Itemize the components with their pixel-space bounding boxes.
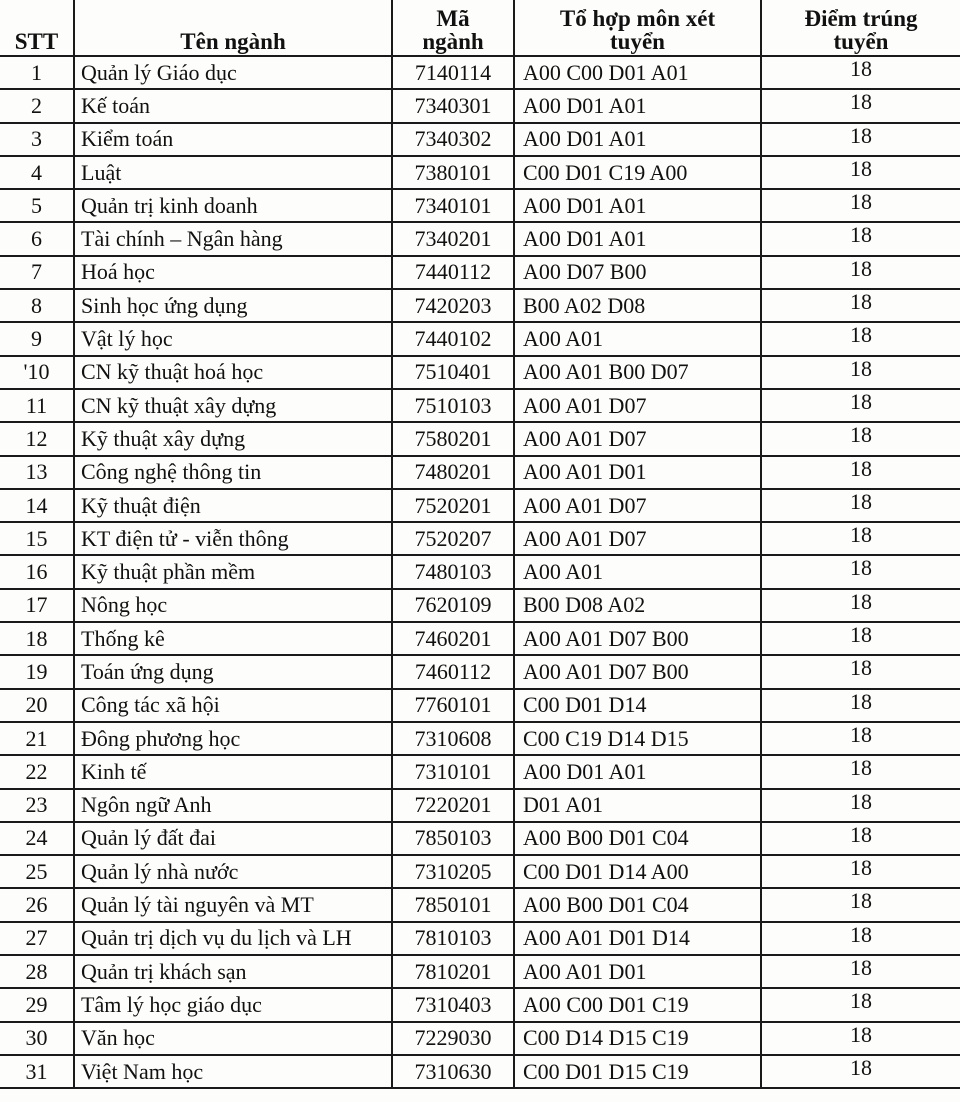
cell-subject-combination: C00 D01 D14 A00 [514, 855, 761, 888]
cell-admission-score: 18 [761, 322, 960, 355]
header-score-line1: Điểm trúng [804, 6, 918, 31]
cell-major-name: CN kỹ thuật xây dựng [74, 389, 392, 422]
cell-major-name: Đông phương học [74, 722, 392, 755]
cell-major-code: 7810103 [392, 922, 514, 955]
cell-subject-combination: A00 D01 A01 [514, 189, 761, 222]
cell-admission-score: 18 [761, 689, 960, 722]
cell-subject-combination: A00 A01 D07 [514, 522, 761, 555]
cell-major-name: Thống kê [74, 622, 392, 655]
cell-major-code: 7440112 [392, 256, 514, 289]
cell-subject-combination: A00 A01 [514, 555, 761, 588]
cell-major-code: 7140114 [392, 56, 514, 89]
cell-major-name: Ngôn ngữ Anh [74, 789, 392, 822]
header-stt [0, 0, 74, 56]
cell-subject-combination: A00 D07 B00 [514, 256, 761, 289]
cell-major-code: 7510401 [392, 356, 514, 389]
cell-subject-combination: A00 A01 [514, 322, 761, 355]
cell-admission-score: 18 [761, 655, 960, 688]
cell-major-name: Kinh tế [74, 755, 392, 788]
cell-major-code: 7520201 [392, 489, 514, 522]
cell-subject-combination: C00 D14 D15 C19 [514, 1022, 761, 1055]
cell-stt: 21 [0, 722, 74, 755]
cell-major-name: Quản lý đất đai [74, 822, 392, 855]
table-row [0, 256, 960, 289]
cell-admission-score: 18 [761, 622, 960, 655]
cell-major-code: 7340101 [392, 189, 514, 222]
cell-major-name: Văn học [74, 1022, 392, 1055]
cell-admission-score: 18 [761, 589, 960, 622]
cell-major-code: 7580201 [392, 422, 514, 455]
cell-subject-combination: A00 A01 B00 D07 [514, 356, 761, 389]
cell-stt: 29 [0, 988, 74, 1021]
cell-admission-score: 18 [761, 89, 960, 122]
cell-admission-score: 18 [761, 489, 960, 522]
table-row [0, 589, 960, 622]
cell-admission-score: 18 [761, 789, 960, 822]
cell-major-code: 7480103 [392, 555, 514, 588]
cell-major-name: Sinh học ứng dụng [74, 289, 392, 322]
cell-major-name: Tài chính – Ngân hàng [74, 222, 392, 255]
table-row [0, 988, 960, 1021]
cell-major-code: 7760101 [392, 689, 514, 722]
cell-stt: 16 [0, 555, 74, 588]
header-code [392, 0, 514, 56]
cell-stt: 22 [0, 755, 74, 788]
cell-subject-combination: A00 B00 D01 C04 [514, 822, 761, 855]
cell-stt: 12 [0, 422, 74, 455]
cell-major-code: 7310205 [392, 855, 514, 888]
cell-stt: 8 [0, 289, 74, 322]
cell-admission-score: 18 [761, 456, 960, 489]
cell-stt: 9 [0, 322, 74, 355]
cell-admission-score: 18 [761, 988, 960, 1021]
cell-admission-score: 18 [761, 222, 960, 255]
cell-admission-score: 18 [761, 1055, 960, 1088]
table-row [0, 123, 960, 156]
table-row [0, 789, 960, 822]
header-score [761, 0, 960, 56]
table-row [0, 1055, 960, 1088]
table-row [0, 922, 960, 955]
cell-major-name: Kỹ thuật phần mềm [74, 555, 392, 588]
table-row [0, 222, 960, 255]
cell-admission-score: 18 [761, 123, 960, 156]
cell-admission-score: 18 [761, 189, 960, 222]
cell-admission-score: 18 [761, 389, 960, 422]
table-row [0, 156, 960, 189]
table-row [0, 1022, 960, 1055]
cell-subject-combination: A00 C00 D01 C19 [514, 988, 761, 1021]
cell-major-name: Quản trị dịch vụ du lịch và LH [74, 922, 392, 955]
cell-stt: 3 [0, 123, 74, 156]
cell-subject-combination: A00 D01 A01 [514, 123, 761, 156]
cell-subject-combination: A00 A01 D07 [514, 422, 761, 455]
table-row [0, 322, 960, 355]
cell-stt: 18 [0, 622, 74, 655]
cell-subject-combination: A00 A01 D07 [514, 389, 761, 422]
cell-major-name: Kiểm toán [74, 123, 392, 156]
cell-stt: 27 [0, 922, 74, 955]
table-row [0, 755, 960, 788]
cell-admission-score: 18 [761, 156, 960, 189]
cell-admission-score: 18 [761, 356, 960, 389]
cell-admission-score: 18 [761, 1022, 960, 1055]
cell-major-code: 7229030 [392, 1022, 514, 1055]
table-header [0, 0, 960, 56]
cell-stt: 13 [0, 456, 74, 489]
cell-stt: 11 [0, 389, 74, 422]
cell-major-code: 7520207 [392, 522, 514, 555]
cell-admission-score: 18 [761, 955, 960, 988]
cell-stt: 19 [0, 655, 74, 688]
cell-major-name: Quản lý Giáo dục [74, 56, 392, 89]
table-row [0, 822, 960, 855]
cell-admission-score: 18 [761, 855, 960, 888]
cell-admission-score: 18 [761, 289, 960, 322]
cell-subject-combination: A00 D01 A01 [514, 755, 761, 788]
header-name-label: Tên ngành [180, 29, 286, 54]
cell-admission-score: 18 [761, 56, 960, 89]
cell-stt: 25 [0, 855, 74, 888]
table-row [0, 622, 960, 655]
cell-major-code: 7310630 [392, 1055, 514, 1088]
table-row [0, 855, 960, 888]
cell-major-code: 7850103 [392, 822, 514, 855]
table-row [0, 489, 960, 522]
cell-subject-combination: C00 D01 D14 [514, 689, 761, 722]
table-row [0, 888, 960, 921]
cell-admission-score: 18 [761, 722, 960, 755]
cell-stt: 28 [0, 955, 74, 988]
table-row [0, 356, 960, 389]
cell-major-name: Luật [74, 156, 392, 189]
cell-major-code: 7220201 [392, 789, 514, 822]
cell-major-code: 7810201 [392, 955, 514, 988]
cell-major-code: 7310101 [392, 755, 514, 788]
cell-stt: 2 [0, 89, 74, 122]
table-row [0, 422, 960, 455]
cell-stt: '10 [0, 356, 74, 389]
cell-admission-score: 18 [761, 755, 960, 788]
cell-stt: 5 [0, 189, 74, 222]
cell-subject-combination: B00 D08 A02 [514, 589, 761, 622]
cell-major-name: Quản trị khách sạn [74, 955, 392, 988]
cell-major-name: Quản lý nhà nước [74, 855, 392, 888]
cell-stt: 15 [0, 522, 74, 555]
table-row [0, 722, 960, 755]
table-row [0, 189, 960, 222]
table-body [0, 56, 960, 1088]
cell-major-code: 7340302 [392, 123, 514, 156]
cell-major-name: Kỹ thuật xây dựng [74, 422, 392, 455]
cell-major-code: 7480201 [392, 456, 514, 489]
cell-subject-combination: A00 A01 D07 [514, 489, 761, 522]
cell-major-name: Việt Nam học [74, 1055, 392, 1088]
cell-subject-combination: B00 A02 D08 [514, 289, 761, 322]
table-row [0, 689, 960, 722]
cell-stt: 26 [0, 888, 74, 921]
cell-stt: 6 [0, 222, 74, 255]
cell-major-name: KT điện tử - viễn thông [74, 522, 392, 555]
cell-subject-combination: A00 A01 D01 D14 [514, 922, 761, 955]
cell-admission-score: 18 [761, 888, 960, 921]
cell-subject-combination: D01 A01 [514, 789, 761, 822]
cell-stt: 4 [0, 156, 74, 189]
table-row [0, 456, 960, 489]
cell-subject-combination: C00 C19 D14 D15 [514, 722, 761, 755]
header-stt-label: STT [14, 29, 59, 54]
cell-stt: 17 [0, 589, 74, 622]
table-row [0, 655, 960, 688]
cell-major-name: Kế toán [74, 89, 392, 122]
table-row [0, 389, 960, 422]
cell-admission-score: 18 [761, 922, 960, 955]
cell-major-name: Nông học [74, 589, 392, 622]
cell-major-name: Vật lý học [74, 322, 392, 355]
table-row [0, 522, 960, 555]
cell-subject-combination: C00 D01 D15 C19 [514, 1055, 761, 1088]
table-row [0, 89, 960, 122]
cell-stt: 7 [0, 256, 74, 289]
cell-major-name: Quản lý tài nguyên và MT [74, 888, 392, 921]
cell-major-code: 7460201 [392, 622, 514, 655]
cell-major-name: Tâm lý học giáo dục [74, 988, 392, 1021]
cell-major-code: 7340301 [392, 89, 514, 122]
cell-major-code: 7310403 [392, 988, 514, 1021]
table-row [0, 56, 960, 89]
cell-major-code: 7380101 [392, 156, 514, 189]
cell-major-code: 7310608 [392, 722, 514, 755]
cell-major-code: 7420203 [392, 289, 514, 322]
table-row [0, 289, 960, 322]
header-row [0, 0, 960, 56]
cell-subject-combination: A00 D01 A01 [514, 222, 761, 255]
cell-major-name: Quản trị kinh doanh [74, 189, 392, 222]
header-combination-line1: Tổ hợp môn xét [559, 6, 716, 31]
header-combination-line2: tuyển [610, 29, 665, 54]
cell-admission-score: 18 [761, 422, 960, 455]
header-name [74, 0, 392, 56]
cell-subject-combination: A00 D01 A01 [514, 89, 761, 122]
cell-stt: 30 [0, 1022, 74, 1055]
cell-admission-score: 18 [761, 522, 960, 555]
header-code-line2: ngành [422, 29, 484, 54]
cell-major-code: 7620109 [392, 589, 514, 622]
cell-admission-score: 18 [761, 256, 960, 289]
cell-major-name: Công nghệ thông tin [74, 456, 392, 489]
cell-stt: 31 [0, 1055, 74, 1088]
cell-major-code: 7460112 [392, 655, 514, 688]
cell-subject-combination: A00 B00 D01 C04 [514, 888, 761, 921]
table-row [0, 955, 960, 988]
cell-major-name: CN kỹ thuật hoá học [74, 356, 392, 389]
cell-major-name: Công tác xã hội [74, 689, 392, 722]
header-combination [514, 0, 761, 56]
cell-major-name: Toán ứng dụng [74, 655, 392, 688]
cell-subject-combination: A00 A01 D07 B00 [514, 655, 761, 688]
cell-major-code: 7340201 [392, 222, 514, 255]
header-score-line2: tuyển [833, 29, 889, 54]
table-row [0, 555, 960, 588]
cell-major-code: 7850101 [392, 888, 514, 921]
cell-subject-combination: A00 A01 D07 B00 [514, 622, 761, 655]
cell-stt: 1 [0, 56, 74, 89]
cell-subject-combination: A00 A01 D01 [514, 955, 761, 988]
cell-stt: 20 [0, 689, 74, 722]
cell-subject-combination: A00 A01 D01 [514, 456, 761, 489]
cell-stt: 24 [0, 822, 74, 855]
cell-major-name: Kỹ thuật điện [74, 489, 392, 522]
cell-subject-combination: A00 C00 D01 A01 [514, 56, 761, 89]
cell-stt: 23 [0, 789, 74, 822]
cell-admission-score: 18 [761, 555, 960, 588]
cell-subject-combination: C00 D01 C19 A00 [514, 156, 761, 189]
cell-major-code: 7510103 [392, 389, 514, 422]
cell-major-code: 7440102 [392, 322, 514, 355]
cell-major-name: Hoá học [74, 256, 392, 289]
cell-stt: 14 [0, 489, 74, 522]
header-code-line1: Mã [436, 6, 470, 31]
cell-admission-score: 18 [761, 822, 960, 855]
